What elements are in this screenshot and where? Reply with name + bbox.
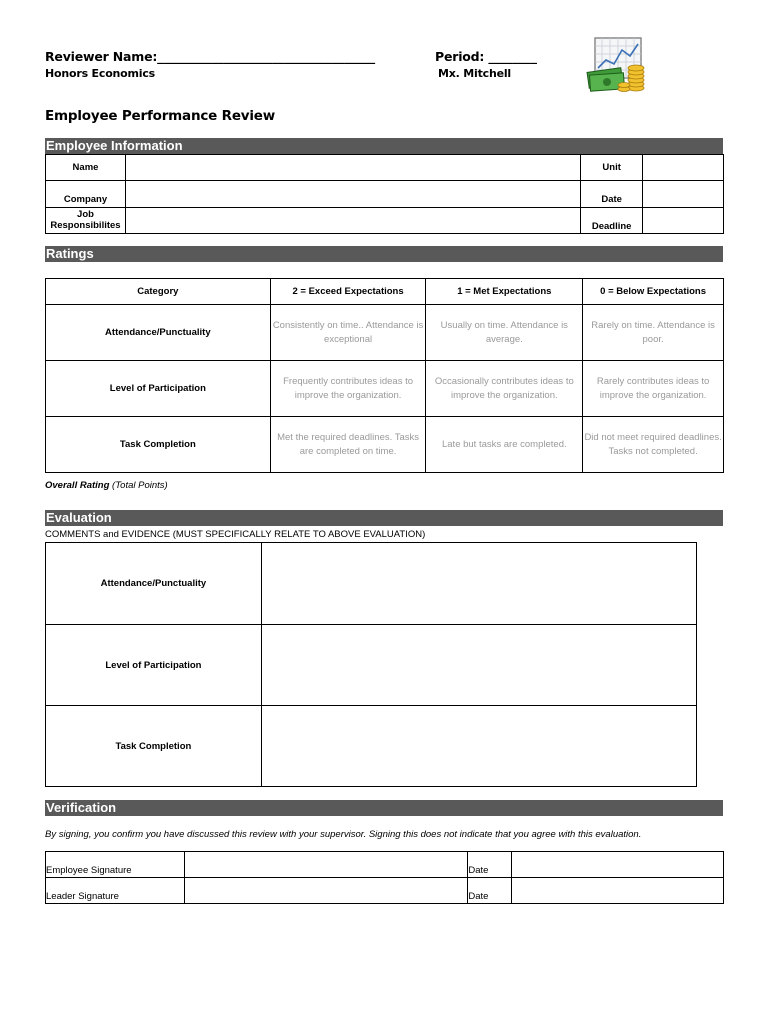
evaluation-table	[45, 542, 697, 787]
company-label: Company	[46, 181, 126, 208]
rating-met-text: Usually on time. Attendance is average.	[426, 305, 583, 361]
unit-label: Unit	[581, 155, 643, 181]
signature-table	[45, 851, 724, 904]
job-responsibilities-label: Job Responsibilites	[46, 208, 126, 234]
rating-below-text: Rarely contributes ideas to improve the organization.	[583, 361, 724, 417]
ratings-header-met: 1 = Met Expectations	[426, 279, 583, 305]
finance-chart-logo-icon	[586, 36, 648, 94]
table-row	[46, 305, 724, 361]
employee-date-label: Date	[468, 852, 512, 878]
company-field[interactable]	[125, 181, 580, 208]
evaluation-comment-field[interactable]	[261, 706, 696, 787]
class-name: Honors Economics	[45, 67, 156, 80]
leader-date-label: Date	[468, 878, 512, 904]
table-row	[46, 361, 724, 417]
verification-statement: By signing, you confirm you have discussed this review with your supervisor. Signing this does not indicate that you agree with this evaluation.	[45, 829, 642, 840]
overall-rating-label: Overall Rating (Total Points)	[45, 480, 168, 491]
evaluation-note: COMMENTS and EVIDENCE (MUST SPECIFICALLY RELATE TO ABOVE EVALUATION)	[45, 529, 426, 540]
rating-category: Attendance/Punctuality	[46, 305, 271, 361]
rating-category: Task Completion	[46, 417, 271, 473]
rating-met-text: Late but tasks are completed.	[426, 417, 583, 473]
evaluation-category: Task Completion	[46, 706, 262, 787]
employee-info-table	[45, 154, 724, 234]
unit-field[interactable]	[643, 155, 724, 181]
table-row	[46, 625, 697, 706]
ratings-header-category: Category	[46, 279, 271, 305]
rating-below-text: Rarely on time. Attendance is poor.	[583, 305, 724, 361]
section-verification: Verification	[45, 800, 723, 816]
leader-date-field[interactable]	[512, 878, 724, 904]
table-row	[46, 543, 697, 625]
ratings-header-below: 0 = Below Expectations	[583, 279, 724, 305]
section-ratings: Ratings	[45, 246, 723, 262]
employee-signature-field[interactable]	[184, 852, 468, 878]
ratings-header-exceed: 2 = Exceed Expectations	[270, 279, 426, 305]
evaluation-category: Attendance/Punctuality	[46, 543, 262, 625]
page-title: Employee Performance Review	[45, 108, 276, 124]
period-label: Period: ________	[435, 49, 537, 64]
rating-category: Level of Participation	[46, 361, 271, 417]
name-label: Name	[46, 155, 126, 181]
employee-date-field[interactable]	[512, 852, 724, 878]
deadline-label: Deadline	[581, 208, 643, 234]
table-row	[46, 706, 697, 787]
leader-signature-field[interactable]	[184, 878, 468, 904]
reviewer-name-label: Reviewer Name:____________________________________	[45, 49, 375, 64]
job-responsibilities-field[interactable]	[125, 208, 580, 234]
deadline-field[interactable]	[643, 208, 724, 234]
ratings-table	[45, 278, 724, 473]
employee-signature-label: Employee Signature	[46, 852, 185, 878]
date-label: Date	[581, 181, 643, 208]
rating-exceed-text: Consistently on time.. Attendance is exceptional	[270, 305, 426, 361]
rating-exceed-text: Frequently contributes ideas to improve the organization.	[270, 361, 426, 417]
date-field[interactable]	[643, 181, 724, 208]
rating-exceed-text: Met the required deadlines. Tasks are completed on time.	[270, 417, 426, 473]
evaluation-comment-field[interactable]	[261, 625, 696, 706]
rating-below-text: Did not meet required deadlines. Tasks not completed.	[583, 417, 724, 473]
table-row	[46, 417, 724, 473]
evaluation-comment-field[interactable]	[261, 543, 696, 625]
rating-met-text: Occasionally contributes ideas to improve the organization.	[426, 361, 583, 417]
section-employee-information: Employee Information	[45, 138, 723, 154]
leader-signature-label: Leader Signature	[46, 878, 185, 904]
name-field[interactable]	[125, 155, 580, 181]
section-evaluation: Evaluation	[45, 510, 723, 526]
teacher-name: Mx. Mitchell	[438, 67, 511, 80]
evaluation-category: Level of Participation	[46, 625, 262, 706]
